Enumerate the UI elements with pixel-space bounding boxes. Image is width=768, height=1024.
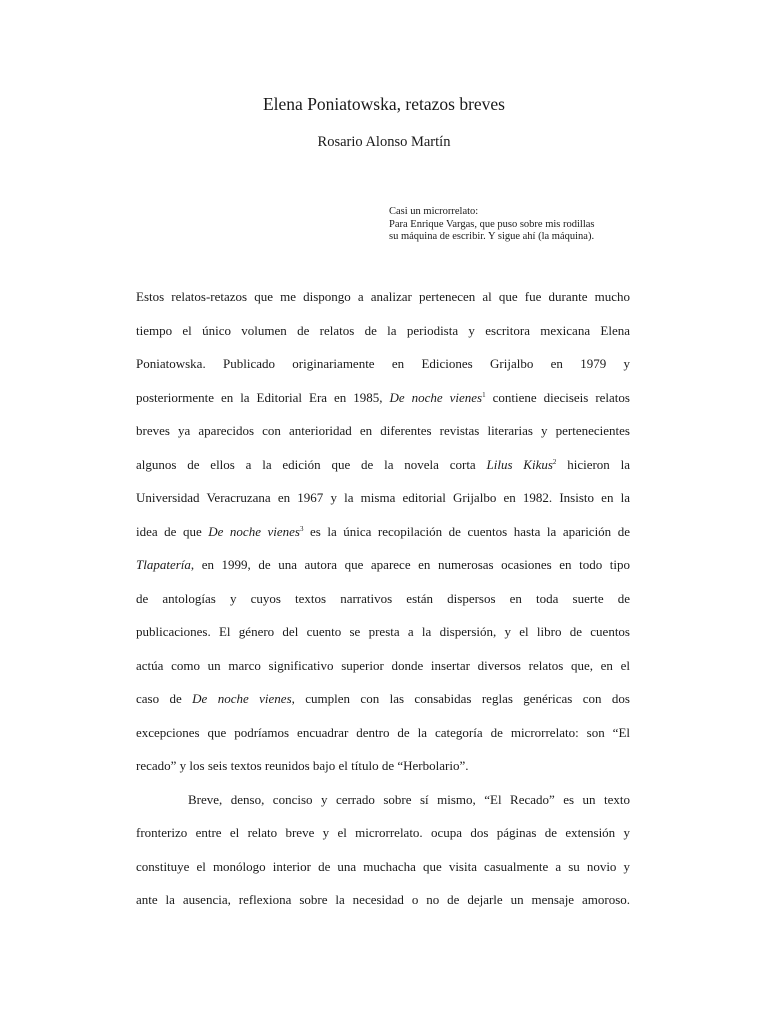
book-title: De noche vienes [208,523,300,539]
text-line: de antologías y cuyos textos narrativos están dispersos en toda suerte de [136,590,630,606]
text-line: publicaciones. El género del cuento se presta a la dispersión, y el libro de cuentos [136,624,630,639]
author-name: Rosario Alonso Martín [317,134,451,150]
epigraph [389,206,729,244]
book-title: Lilus Kikus [486,456,553,472]
text-line [136,548,630,582]
text-segment: contiene dieciseis relatos [485,389,630,405]
epigraph-line: Casi un microrrelato: [389,206,479,217]
text-segment: , en 1999, de una autora que aparece en numerosas ocasiones en todo tipo [190,557,630,572]
text-line [136,448,630,482]
text-segment: idea de que [136,523,209,539]
paragraph-2 [136,783,630,917]
book-title: De noche vienes [389,389,483,405]
text-line: breves ya aparecidos con anterioridad en diferentes revistas literarias y pertenecientes [136,423,630,438]
text-segment: , cumplen con las consabidas reglas genéricas con dos [291,691,630,706]
epigraph-line: Para Enrique Vargas, que puso sobre mis rodillas [389,218,595,230]
footnote-ref[interactable]: 2 [552,457,557,466]
footnote-ref[interactable]: 3 [299,524,304,533]
text-line [136,515,630,549]
text-line: actúa como un marco significativo superior donde insertar diversos relatos que, en el [136,657,630,673]
text-line [136,381,630,415]
book-title: De noche vienes [192,691,292,706]
text-segment: es la única recopilación de cuentos hasta la aparición de [303,523,630,539]
text-segment: caso de [136,691,193,706]
text-segment: algunos de ellos a la edición que de la novela corta [136,456,487,472]
text-segment: hicieron la [556,456,630,472]
text-line: excepciones que podríamos encuadrar dentro de la categoría de microrrelato: son “El [136,724,630,740]
text-line [136,682,630,716]
body-text [136,280,630,917]
book-title: Tlapatería [136,557,191,572]
text-segment: posteriormente en la Editorial Era en 1985, [136,389,390,405]
paragraph-1 [136,280,630,783]
text-line: Breve, denso, conciso y cerrado sobre sí mismo, “El Recado” es un texto [188,791,630,807]
text-line: constituye el monólogo interior de una muchacha que visita casualmente a su novio y [136,858,630,874]
text-line: Universidad Veracruzana en 1967 y la misma editorial Grijalbo en 1982. Insisto en la [136,490,630,505]
epigraph-line: su máquina de escribir. Y sigue ahí (la máquina). [389,231,595,242]
text-line: tiempo el único volumen de relatos de la periodista y escritora mexicana Elena [136,322,630,338]
text-line: fronterizo entre el relato breve y el microrrelato. ocupa dos páginas de extensión y [136,825,630,840]
text-line: recado” y los seis textos reunidos bajo el título de “Herbolario”. [136,758,469,773]
text-line: Poniatowska. Publicado originariamente en Ediciones Grijalbo en 1979 y [136,356,630,371]
document-title: Elena Poniatowska, retazos breves [262,94,505,114]
footnote-ref[interactable]: 1 [482,390,486,399]
text-line: ante la ausencia, reflexiona sobre la necesidad o no de dejarle un mensaje amoroso. [136,892,630,907]
text-line: Estos relatos-retazos que me dispongo a analizar pertenecen al que fue durante mucho [136,289,630,304]
